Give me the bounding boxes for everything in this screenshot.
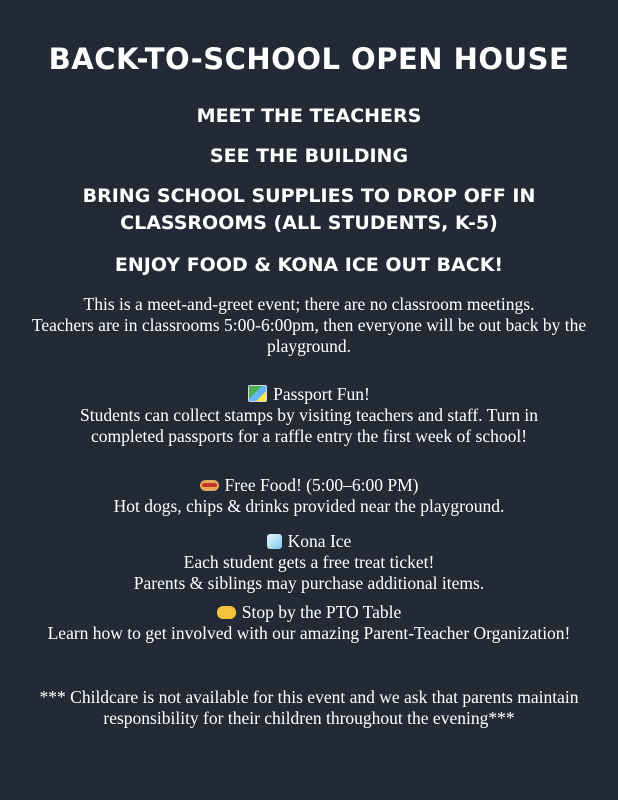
intro-line-1: This is a meet-and-greet event; there are no classroom meetings. xyxy=(83,294,535,314)
hot-dog-icon xyxy=(200,480,219,491)
section-kona-ice xyxy=(0,531,618,594)
section-text-food: Hot dogs, chips & drinks provided near the playground. xyxy=(113,496,505,516)
intro-line-2: Teachers are in classrooms 5:00-6:00pm, then everyone will be out back by the playground. xyxy=(31,315,587,356)
section-title-passport: Passport Fun! xyxy=(273,384,370,404)
handshake-icon xyxy=(217,606,236,619)
childcare-notice: *** Childcare is not available for this event and we ask that parents maintain responsibility for their children throughout the evening*** xyxy=(39,687,579,728)
section-title-food: Free Food! (5:00–6:00 PM) xyxy=(224,475,419,495)
headline-see-building: SEE THE BUILDING xyxy=(209,145,409,167)
headline-meet-teachers: MEET THE TEACHERS xyxy=(196,105,422,127)
headline-school-supplies: BRING SCHOOL SUPPLIES TO DROP OFF IN CLASSROOMS (ALL STUDENTS, K-5) xyxy=(82,185,536,234)
section-text-pto: Learn how to get involved with our amazing Parent-Teacher Organization! xyxy=(47,623,571,643)
section-text-passport: Students can collect stamps by visiting teachers and staff. Turn in completed passports for a raffle entry the first week of school! xyxy=(79,405,539,446)
headline-food-kona: ENJOY FOOD & KONA ICE OUT BACK! xyxy=(114,254,504,276)
ice-cube-icon xyxy=(267,534,282,549)
section-text-kona-1: Each student gets a free treat ticket! xyxy=(183,552,435,572)
page-title: BACK-TO-SCHOOL OPEN HOUSE xyxy=(48,42,570,76)
intro-paragraph xyxy=(0,294,618,357)
section-free-food xyxy=(0,475,618,517)
section-text-kona-2: Parents & siblings may purchase additional items. xyxy=(133,573,485,593)
section-passport xyxy=(0,384,618,447)
world-map-icon xyxy=(248,385,267,402)
section-title-kona: Kona Ice xyxy=(287,531,352,551)
section-pto xyxy=(0,602,618,644)
section-title-pto: Stop by the PTO Table xyxy=(241,602,402,622)
